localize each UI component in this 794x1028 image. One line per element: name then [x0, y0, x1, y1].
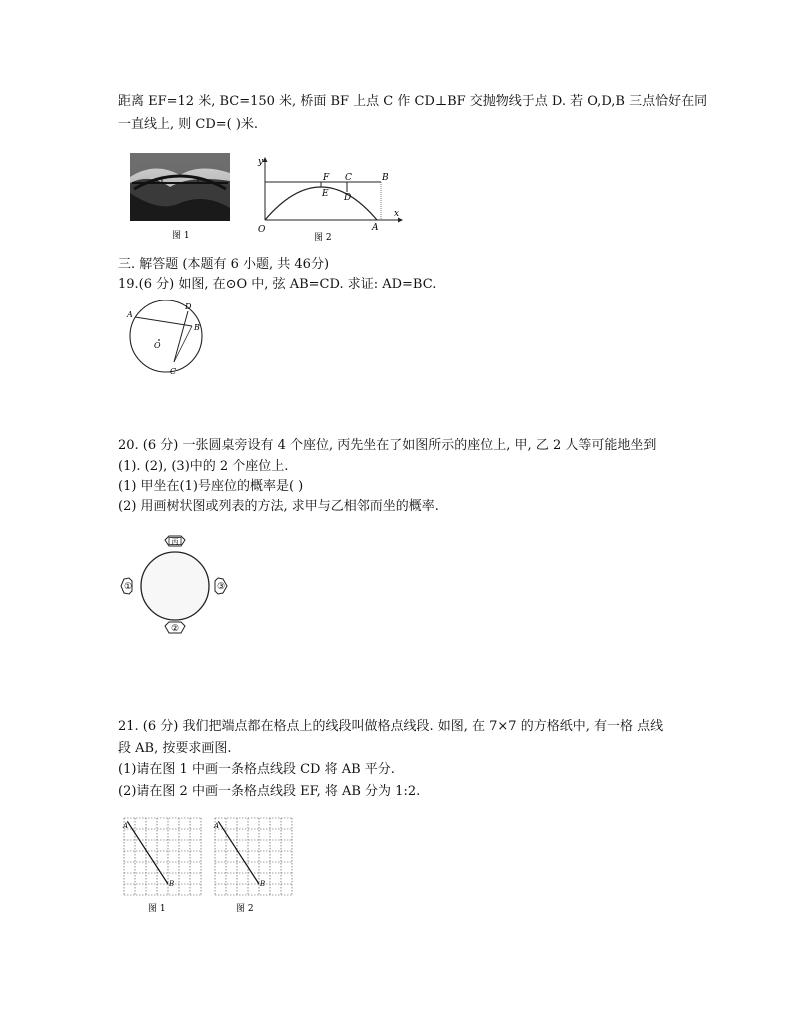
- q18-text-line2: 一直线上, 则 CD=( )米.: [118, 117, 259, 132]
- q20-text-line3: (1) 甲坐在(1)号座位的概率是( ): [118, 479, 304, 494]
- grid-label-a: A: [214, 821, 220, 830]
- label-y: y: [258, 157, 264, 167]
- segment-ab: [127, 821, 168, 884]
- bridge-photo-figure: [130, 153, 230, 243]
- seat-right: [215, 578, 227, 594]
- q19-label-b: B: [194, 323, 200, 332]
- q19-label-c: C: [170, 367, 177, 376]
- label-d: D: [344, 193, 352, 203]
- grid-figure-1: [122, 818, 201, 895]
- grid-label-a: A: [123, 821, 129, 830]
- grid-label-b: B: [169, 880, 175, 888]
- q21-text-line2: 段 AB, 按要求画图.: [118, 741, 232, 756]
- q19-label-a: A: [127, 310, 133, 319]
- label-b: B: [382, 173, 389, 183]
- grid-label-b: B: [260, 880, 266, 888]
- label-e: E: [322, 189, 329, 199]
- label-a: A: [372, 223, 379, 233]
- q20-text-line2: (1). (2), (3)中的 2 个座位上.: [118, 459, 289, 474]
- seat-bottom-label: ②: [170, 624, 180, 634]
- q19-label-d: D: [185, 302, 192, 311]
- grid-fig1-caption: 图 1: [148, 904, 166, 914]
- parabola-curve: [265, 187, 377, 220]
- seat-left: [121, 578, 132, 594]
- fig2-caption: 图 2: [314, 233, 332, 243]
- grid-fig2-caption: 图 2: [236, 904, 254, 914]
- q19-text: 19.(6 分) 如图, 在⊙O 中, 弦 AB=CD. 求证: AD=BC.: [118, 277, 437, 292]
- grid-figure-2: [213, 818, 292, 895]
- q21-text-line3: (1)请在图 1 中画一条格点线段 CD 将 AB 平分.: [118, 762, 395, 777]
- q21-text-line4: (2)请在图 2 中画一条格点线段 EF, 将 AB 分为 1:2.: [118, 784, 421, 799]
- segment-bc: [174, 326, 192, 362]
- seat-bottom: [165, 622, 185, 634]
- q19-circle-figure: [118, 300, 218, 380]
- q18-text-line1: 距离 EF=12 米, BC=150 米, 桥面 BF 上点 C 作 CD⊥BF 交抛物线于点 D. 若 O,D,B 三点恰好在同: [118, 94, 708, 109]
- chord-cd: [174, 311, 188, 362]
- parabola-graph-figure: [248, 150, 408, 245]
- label-o: O: [258, 225, 266, 235]
- label-f: F: [323, 173, 330, 183]
- section-3-title: 三. 解答题 (本题有 6 小题, 共 46分): [118, 257, 330, 272]
- segment-ab: [218, 821, 259, 884]
- chord-ab: [135, 317, 192, 326]
- round-table-figure: [118, 534, 233, 639]
- seat-right-label: ③: [216, 582, 226, 592]
- label-x: x: [394, 209, 400, 219]
- q21-text-line1: 21. (6 分) 我们把端点都在格点上的线段叫做格点线段. 如图, 在 7×7 的方格纸中, 有一格 点线: [118, 719, 664, 734]
- seat-left-label: ①: [123, 582, 133, 592]
- q20-text-line4: (2) 用画树状图或列表的方法, 求甲与乙相邻而坐的概率.: [118, 499, 439, 514]
- fig1-caption: 图 1: [172, 231, 190, 241]
- grid-figures: [118, 814, 303, 914]
- label-c: C: [345, 173, 352, 183]
- seat-top: [165, 536, 185, 546]
- round-table: [141, 552, 209, 620]
- seat-top-label: 丙: [171, 538, 179, 546]
- q19-label-o: O: [154, 341, 161, 350]
- q20-text-line1: 20. (6 分) 一张圆桌旁设有 4 个座位, 丙先坐在了如图所示的座位上, 甲, 乙 2 人等可能地坐到: [118, 438, 657, 453]
